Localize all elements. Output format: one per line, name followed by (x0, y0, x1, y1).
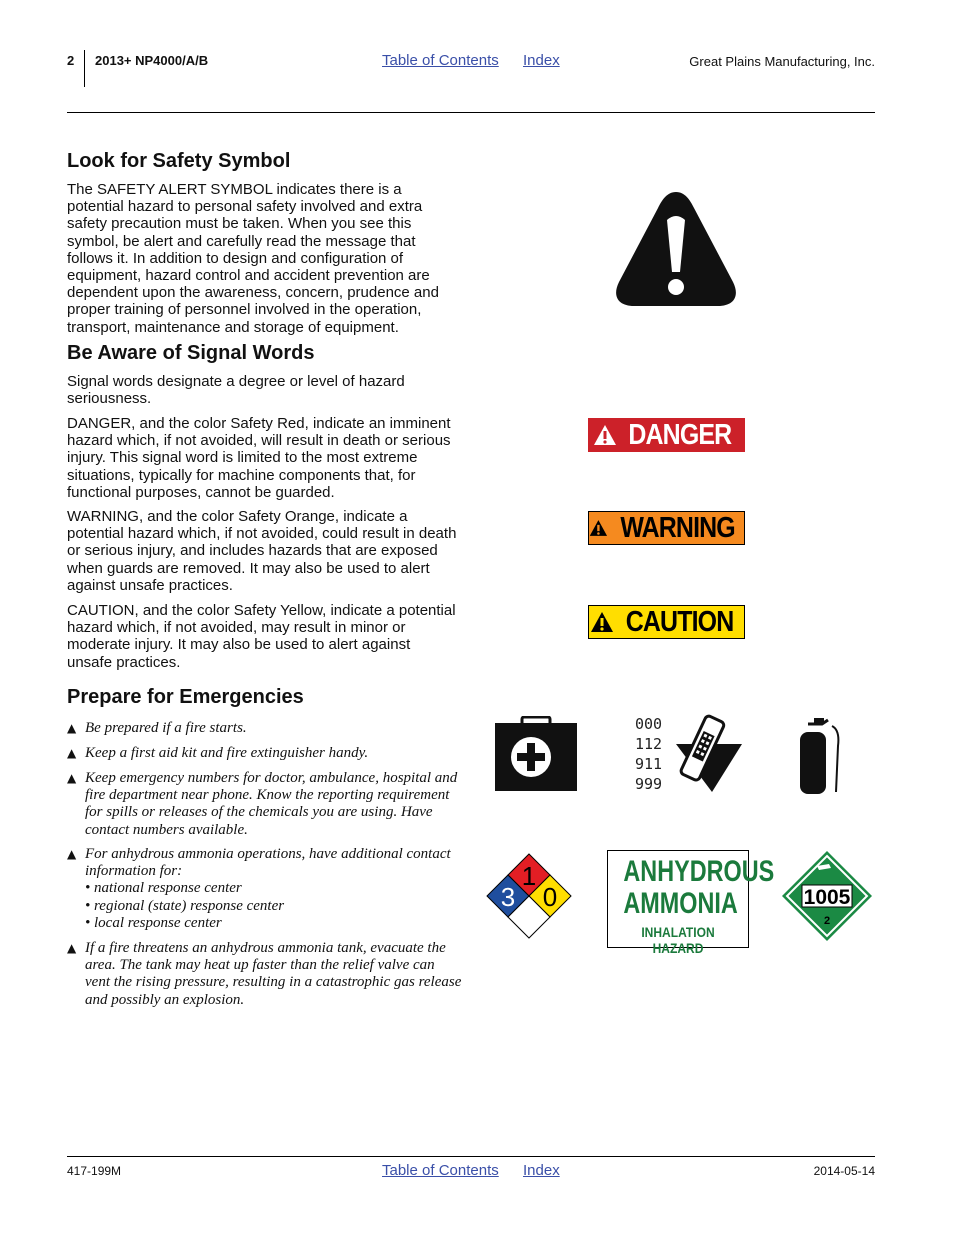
caution-sign (588, 605, 745, 639)
bullet-triangle-icon: ▲ (67, 847, 77, 861)
document-date: 2014-05-14 (813, 1164, 875, 1178)
page-number: 2 (67, 53, 75, 68)
ammonia-sign-line1: ANHYDROUS (623, 855, 775, 888)
alert-triangle-icon (589, 517, 608, 539)
section-heading-emergencies: Prepare for Emergencies (67, 686, 304, 708)
nfpa-flammability: 1 (521, 861, 537, 891)
nfpa-instability: 0 (542, 882, 558, 912)
list-item: ▲ If a fire threatens an anhydrous ammonia tank, evacuate the area. The tank may heat up faster than the relief valve can vent the rising pressure, resulting in a catastrophic gas release and possibly an explosion. (67, 940, 462, 1008)
nfpa-health: 3 (500, 882, 516, 912)
ammonia-sign-line2: AMMONIA (623, 887, 738, 920)
sub-item: • local response center (85, 914, 222, 931)
signal-words-intro: Signal words designate a degree or level of hazard seriousness. (67, 373, 405, 408)
section-heading-signal-words: Be Aware of Signal Words (67, 342, 315, 364)
phone-number: 999 (635, 775, 663, 793)
danger-sign-label: DANGER (628, 418, 732, 451)
header-toc-link[interactable]: Table of Contents (382, 52, 499, 69)
danger-sign (588, 418, 745, 452)
placard-un-number: 1005 (803, 886, 851, 909)
bullet-triangle-icon: ▲ (67, 941, 77, 955)
emergency-numbers (635, 714, 662, 794)
phone-number: 112 (635, 735, 663, 753)
model-title: 2013+ NP4000/A/B (95, 53, 209, 68)
bullet-triangle-icon: ▲ (67, 746, 77, 760)
warning-paragraph: WARNING, and the color Safety Orange, indicate a potential hazard which, if not avoided, could result in death or serious injury, and includes hazards that are exposed when guards are removed. It may also be used to alert against unsafe practices. (67, 508, 457, 594)
warning-sign (588, 511, 745, 545)
header-index-link[interactable]: Index (523, 52, 560, 69)
footer-rule (67, 1156, 875, 1157)
alert-triangle-icon (593, 424, 617, 446)
phone-number: 911 (635, 755, 663, 773)
warning-sign-label: WARNING (620, 511, 735, 544)
footer-index-link[interactable]: Index (523, 1162, 560, 1179)
doc-number: 417-199M (67, 1164, 122, 1178)
emergency-phone-icon (672, 714, 744, 794)
first-aid-kit-icon (494, 716, 578, 792)
company-name: Great Plains Manufacturing, Inc. (689, 54, 875, 69)
caution-sign-label: CAUTION (626, 605, 734, 638)
list-item: ▲ Keep a first aid kit and fire extinguisher handy. (67, 745, 369, 761)
section-heading-safety-symbol: Look for Safety Symbol (67, 150, 291, 172)
footer-toc-link[interactable]: Table of Contents (382, 1162, 499, 1179)
safety-alert-icon (612, 186, 740, 312)
header-rule (67, 112, 875, 113)
nfpa-hazard-diamond-icon (484, 852, 574, 940)
list-item: ▲ For anhydrous ammonia operations, have additional contact information for: • national response center • regional (state) response center • local response center (67, 846, 462, 932)
fire-extinguisher-icon (798, 716, 842, 796)
caution-paragraph: CAUTION, and the color Safety Yellow, indicate a potential hazard which, if not avoided, may result in minor or moderate injury. It may also be used to alert against unsafe practices. (67, 602, 456, 671)
anhydrous-ammonia-sign (607, 850, 775, 956)
list-item: ▲ Keep emergency numbers for doctor, ambulance, hospital and fire department near phone. Know the reporting requirement for spills or releases of the chemicals you are using. Have contact numbers available. (67, 770, 458, 838)
hazmat-placard-icon (781, 850, 873, 942)
placard-class: 2 (823, 915, 831, 927)
bullet-triangle-icon: ▲ (67, 771, 77, 785)
bullet-triangle-icon: ▲ (67, 721, 77, 735)
phone-number: 000 (635, 715, 663, 733)
danger-paragraph: DANGER, and the color Safety Red, indicate an imminent hazard which, if not avoided, will result in death or serious injury. This signal word is limited to the most extreme situations, typically for machine components that, for functional purposes, cannot be guarded. (67, 415, 451, 501)
sub-item: • national response center (85, 880, 242, 897)
sub-item: • regional (state) response center (85, 897, 285, 914)
ammonia-sign-line3: INHALATION HAZARD (641, 924, 715, 956)
safety-symbol-paragraph: The SAFETY ALERT SYMBOL indicates there is a potential hazard to personal safety involved and extra safety precaution must be taken. When you see this symbol, be alert and carefully read the message that follows it. In addition to design and configuration of equipment, hazard control and accident prevention are dependent upon the awareness, concern, prudence and proper training of personnel involved in the operation, transport, maintenance and storage of equipment. (67, 181, 439, 336)
list-item: ▲ Be prepared if a fire starts. (67, 720, 247, 736)
header-divider (84, 50, 85, 87)
alert-triangle-icon (590, 611, 614, 633)
